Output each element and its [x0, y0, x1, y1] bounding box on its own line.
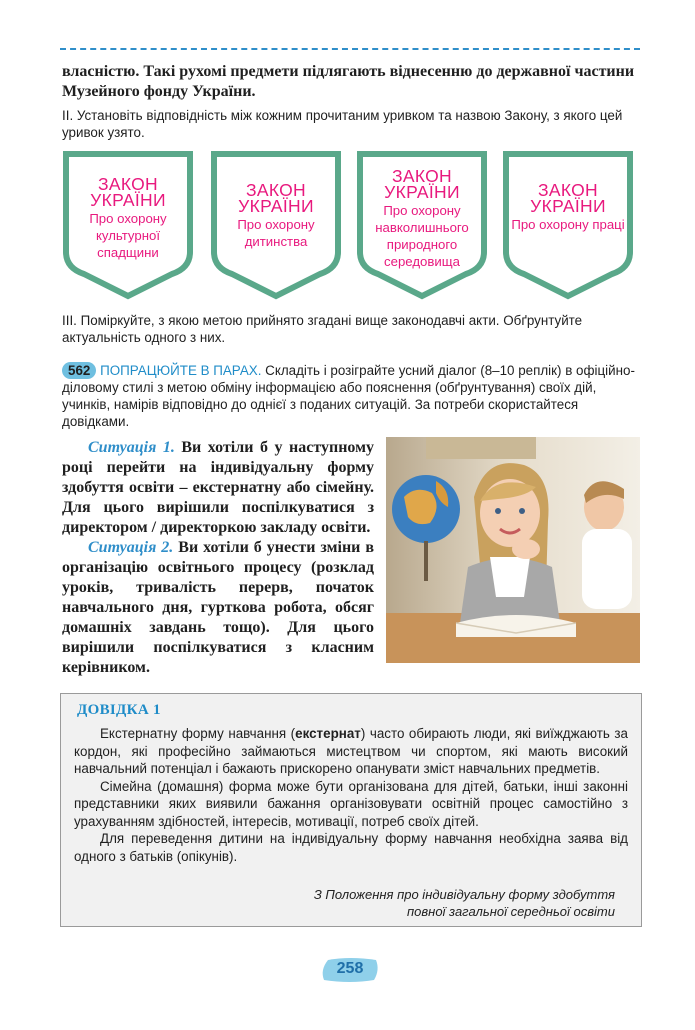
bold-term: екстернат [295, 726, 361, 741]
intro-paragraph: власністю. Такі рухомі предмети підлягають віднесенню до державної частини Музейного фонду України. [62, 63, 635, 100]
text-fragment: Екстернатну форму навчання ( [100, 726, 296, 741]
exercise-number-badge: 562 [62, 362, 96, 379]
shield-law-cultural-heritage [60, 150, 196, 300]
situation-text: Ви хотіли б у наступному році перейти на індивідуальну форму здобуття освіти – екстернатну або сімейну. Для цього вирішили поспілкуватися з директором / директоркою закладу освіти. [62, 439, 375, 536]
situations [62, 438, 374, 678]
shield-law-labor [500, 150, 636, 300]
situation-2 [62, 538, 374, 678]
shield-law-environment [354, 150, 490, 300]
exercise-title: ПОПРАЦЮЙТЕ В ПАРАХ. [100, 363, 262, 378]
shield-subtitle: Про охорону навколишнього природного середовища [375, 203, 469, 269]
page-number: 258 [336, 960, 364, 977]
situation-text: Ви хотіли б унести зміни в організацію освітнього процесу (розклад уроків, тривалість перерв, початок навчального дня, гурткова робота, обсяг домашніх завдань тощо). Для цього вирішили поспілкуватися з класним керівником. [62, 539, 375, 676]
law-shields-row [60, 150, 642, 300]
task-2-instruction: II. Установіть відповідність між кожним прочитаним уривком та назвою Закону, з якого цей уривок узято. [62, 108, 623, 140]
page-number-badge [320, 956, 380, 984]
reference-paragraph-3: Для переведення дитини на індивідуальну форму навчання необхідна заява від одного з батьків (опікунів). [74, 831, 628, 864]
shield-title: ЗАКОН УКРАЇНИ [384, 166, 460, 202]
shield-law-childhood [208, 150, 344, 300]
top-dashed-divider [60, 48, 640, 50]
shield-subtitle: Про охорону праці [511, 217, 625, 232]
classroom-illustration [386, 437, 640, 663]
situation-1 [62, 438, 374, 538]
situation-label: Ситуація 1. [88, 439, 175, 456]
shield-title: ЗАКОН УКРАЇНИ [530, 180, 606, 216]
reference-paragraph-1 [74, 725, 628, 778]
reference-paragraph-2: Сімейна (домашня) форма може бути організована для дітей, батьки, інші законні представники яких виявили бажання організовувати освітній процес самостійно з урахуванням здібностей, інтересів, мотивації, потреб своїх дітей. [74, 778, 628, 829]
shield-subtitle: Про охорону дитинства [237, 217, 315, 249]
reference-source: З Положення про індивідуальну форму здобуття повної загальної середньої освіти [313, 887, 615, 919]
situation-label: Ситуація 2. [88, 539, 174, 556]
text-fragment: ) часто обирають люди, які виїжджають за кордон, які професійно займаються мистецтвом чи спортом, які мають високий навчальний потенціал і бажають прискорено опанувати зміст навчальних предметів. [74, 726, 629, 776]
exercise-562 [62, 362, 642, 430]
shield-title: ЗАКОН УКРАЇНИ [90, 174, 166, 210]
task-3-instruction: III. Поміркуйте, з якою метою прийнято згадані вище законодавчі акти. Обґрунтуйте актуальність одного з них. [62, 313, 583, 345]
exercise-text: Складіть і розіграйте усний діалог (8–10 реплік) в офіційно-діловому стилі з метою обміну інформацією або пояснення (обґрунтування) своїх дій, учинків, намірів відповідно до однієї з поданих ситуацій. За потреби скористайтеся довідками. [62, 363, 635, 429]
reference-body [74, 725, 628, 865]
classroom-photo [386, 437, 640, 663]
shield-title: ЗАКОН УКРАЇНИ [238, 180, 314, 216]
shield-subtitle: Про охорону культурної спадщини [89, 211, 167, 260]
reference-title: ДОВІДКА 1 [77, 702, 161, 718]
reference-box-1 [60, 693, 642, 927]
